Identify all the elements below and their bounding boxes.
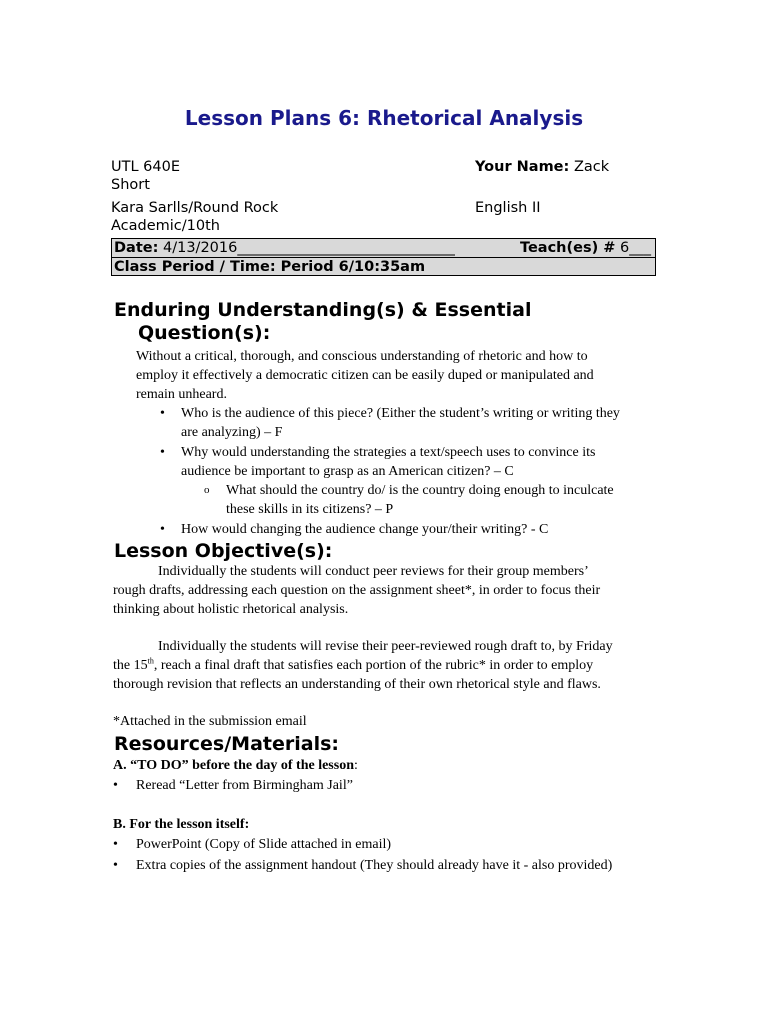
bullet-dot: • — [160, 406, 165, 421]
question-item: Who is the audience of this piece? (Either the student’s writing or writing they are analyzing) – F — [181, 406, 620, 440]
course-code: UTL 640E Short — [111, 159, 180, 193]
class-period-row — [112, 258, 655, 276]
objective-paragraph-2: Individually the students will revise their peer-reviewed rough draft to, by Friday the 15th, reach a final draft that satisfies each portion of the rubric* in order to employ thorough revision that reflects an understanding of their own rhetorical style and flaws. — [113, 639, 613, 692]
sub-question-item: What should the country do/ is the country doing enough to inculcate these skills in its citizens? – P — [226, 483, 614, 517]
objectives-heading: Lesson Objective(s): — [114, 540, 333, 562]
todo-item: Reread “Letter from Birmingham Jail” — [136, 778, 353, 793]
resources-heading: Resources/Materials: — [114, 733, 339, 755]
footnote: *Attached in the submission email — [113, 714, 307, 729]
sub-bullet-marker: o — [204, 484, 210, 496]
info-box — [111, 238, 656, 276]
document-title: Lesson Plans 6: Rhetorical Analysis — [184, 106, 584, 130]
bullet-dot: • — [113, 858, 118, 873]
question-item: Why would understanding the strategies a text/speech uses to convince its audience be important to grasp as an American citizen? – C — [181, 445, 596, 479]
todo-heading: A. “TO DO” before the day of the lesson: — [113, 758, 358, 773]
date-value: 4/13/2016 — [163, 240, 238, 256]
subject: English II — [475, 200, 541, 216]
enduring-heading: Enduring Understanding(s) & Essential Question(s): — [114, 299, 532, 344]
school-info: Kara Sarlls/Round Rock Academic/10th — [111, 200, 279, 234]
bullet-dot: • — [113, 778, 118, 793]
material-item: Extra copies of the assignment handout (They should already have it - also provided) — [136, 858, 613, 873]
teach-value: 6 — [620, 240, 630, 256]
bullet-dot: • — [160, 522, 165, 537]
date-fill: ______________________________ — [237, 240, 455, 256]
teach-label: Teach(es) # — [520, 240, 616, 256]
lesson-itself-heading: B. For the lesson itself: — [113, 817, 250, 832]
objective-paragraph-1: Individually the students will conduct peer reviews for their group members’ rough drafts, addressing each question on the assignment sheet*, in order to focus their thinking about holistic rhetorical analysis. — [113, 564, 601, 617]
teach-fill: ___ — [629, 240, 652, 256]
bullet-dot: • — [160, 445, 165, 460]
teacher-name: Your Name: Zack — [475, 159, 610, 175]
date-row: Date: 4/13/2016______________________________ Teach(es) # 6___ — [112, 239, 655, 258]
question-item: How would changing the audience change your/their writing? - C — [181, 522, 549, 537]
class-period: Class Period / Time: Period 6/10:35am — [114, 259, 426, 275]
bullet-dot: • — [113, 837, 118, 852]
material-item: PowerPoint (Copy of Slide attached in email) — [136, 837, 392, 852]
enduring-intro: Without a critical, thorough, and conscious understanding of rhetoric and how to employ it effectively a democratic citizen can be easily duped or manipulated and remain unheard. — [136, 349, 594, 402]
